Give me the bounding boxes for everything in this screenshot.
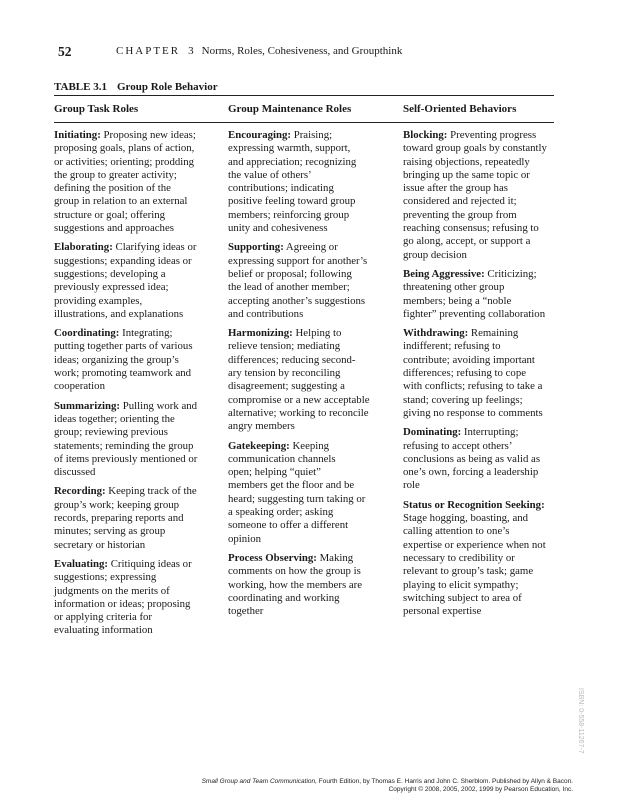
role-description-line: suggestions and approaches [54,222,174,235]
role-description-line: disagreement; suggesting a [228,380,345,393]
role-description-line: work; promoting teamwork and [54,367,192,380]
table-title [54,81,218,93]
role-description-line: and contributions [228,307,304,320]
role-description-line: a speaking order; asking [228,506,334,519]
footer-book-title: Small Group and Team Communication, [201,778,317,785]
role-description-line: Criticizing; [487,267,537,280]
role-description-line: suggestions; expanding ideas or [54,254,192,267]
role-description-line: Interrupting; [463,426,519,439]
role-description-line: discussed [54,466,96,479]
role-term: Recording: [54,485,106,498]
role-description-line: previously expressed idea; [54,281,169,294]
role-term: Dominating: [403,426,462,439]
role-entry [228,241,390,321]
role-description-line: information or ideas; proposing [54,597,191,610]
role-description-line: expressing support for another’s [228,254,368,267]
role-description-line: group’s work; keeping group [54,498,180,511]
role-description-line: alternative; working to reconcile [228,406,369,419]
role-description-line: Critiquing ideas or [110,557,192,570]
role-description-line: members; reinforcing group [228,208,350,221]
role-description-line: preventing the group from [403,208,517,221]
role-description-line: heard; suggesting turn taking or [228,492,366,505]
footer-copyright: Copyright © 2008, 2005, 2002, 1999 by Pearson Education, Inc. [388,786,573,793]
table-caption: Group Role Behavior [116,81,218,93]
role-description-line: records, preparing reports and [54,512,184,525]
role-description-line: indifferent; refusing to [403,340,501,353]
role-description-line: giving no response to comments [403,406,543,419]
role-description-line: working, how the members are [228,578,363,591]
role-description-line: group; reviewing previous [54,426,168,439]
role-description-line: the value of others’ [228,168,312,181]
role-description-line: group in relation to an external [54,195,188,208]
role-term: Harmonizing: [228,327,293,340]
role-description-line: differences; reducing second- [228,353,356,366]
role-term: Encouraging: [228,129,291,141]
running-header [58,44,577,60]
role-description-line: raising objections, repeatedly [403,155,530,168]
role-entry [403,426,556,492]
role-description-line: expertise or experience when not [403,538,546,551]
role-description-line: the group to greater activity; [54,168,177,181]
chapter-title: Norms, Roles, Cohesiveness, and Groupthink [201,45,403,57]
role-description-line: coordinating and working [228,591,340,604]
role-description-line: expressing warmth, support, [228,142,351,155]
role-description-line: ideas; organizing the group’s [54,353,179,366]
role-description-line: positive feeling toward group [228,195,356,208]
role-description-line: opinion [228,532,261,545]
column-heading-self-oriented: Self-Oriented Behaviors [403,103,517,115]
role-description-line: stand; covering up feelings; [403,393,523,406]
role-description-line: Remaining [470,327,519,340]
role-description-line: evaluating information [54,624,153,637]
role-description-line: playing to elicit sympathy; [403,578,519,591]
role-description-line: or applying criteria for [54,611,153,624]
role-description-line: open; helping “quiet” [228,466,321,479]
role-description-line: putting together parts of various [54,340,193,353]
role-description-line: Helping to [295,327,342,340]
role-entry [54,485,214,551]
role-description-line: Agreeing or [285,241,338,254]
role-description-line: illustrations, and explanations [54,307,184,320]
side-isbn: ISBN: 0-558-11267-7 [577,688,584,754]
role-description-line: one’s own, forcing a leadership [403,466,539,479]
role-description-line: accepting another’s suggestions [228,294,366,307]
role-description-line: Praising; [293,129,333,141]
role-description-line: secretary or historian [54,538,146,551]
role-term: Being Aggressive: [403,267,485,280]
role-description-line: belief or proposal; following [228,267,352,280]
role-description-line: suggestions; expressing [54,571,157,584]
role-term: Status or Recognition Seeking: [403,498,545,511]
table-label: TABLE 3.1 [54,81,107,93]
role-term: Withdrawing: [403,327,469,340]
role-description-line: Stage hogging, boasting, and [403,512,529,525]
role-description-line: fighter” preventing collaboration [403,307,546,320]
role-description-line: Preventing progress [450,129,537,141]
role-entry [54,241,214,321]
role-term: Summarizing: [54,399,120,412]
role-description-line: ideas together; orienting the [54,412,175,425]
column-maintenance-roles [228,129,390,624]
role-description-line: cooperation [54,380,105,393]
role-description-line: relevant to group’s task; game [403,565,534,578]
role-description-line: conclusions as being as valid as [403,452,541,465]
role-term: Process Observing: [228,551,317,564]
footer-publication-info: Fourth Edition, by Thomas E. Harris and John C. Sherblom. Published by Allyn & Bacon. [316,778,573,785]
role-description-line: defining the position of the [54,182,171,195]
role-entry [228,552,390,618]
role-description-line: Keeping track of the [108,485,197,498]
role-term: Supporting: [228,241,284,254]
role-entry [403,327,556,420]
role-description-line: minutes; serving as group [54,525,166,538]
role-description-line: together [228,605,264,618]
role-description-line: contributions; indicating [228,182,334,195]
role-description-line: suggestions; developing a [54,267,166,280]
role-description-line: providing examples, [54,294,143,307]
column-heading-task: Group Task Roles [54,103,139,115]
role-term: Gatekeeping: [228,439,290,452]
role-description-line: threatening other group [403,281,505,294]
chapter-heading [116,45,402,57]
role-description-line: members get the floor and be [228,479,355,492]
role-description-line: and appreciation; recognizing [228,155,357,168]
role-term: Initiating: [54,129,101,141]
role-description-line: calling attention to one’s [403,525,510,538]
role-description-line: with conflicts; refusing to take a [403,380,543,393]
role-description-line: the lead of another member; [228,281,350,294]
role-description-line: structure or goal; offering [54,208,166,221]
footer-line-1 [202,778,573,786]
role-description-line: personal expertise [403,605,482,618]
role-description-line: angry members [228,420,295,433]
role-description-line: unity and cohesiveness [228,222,328,235]
role-description-line: Proposing new ideas; [103,129,196,141]
role-description-line: toward group goals by constantly [403,142,547,155]
role-description-line: reaching consensus; refusing to [403,222,539,235]
role-description-line: role [403,479,420,492]
role-entry [54,400,214,480]
table-header-rule [54,122,554,123]
role-description-line: comments on how the group is [228,565,361,578]
role-term: Elaborating: [54,241,113,254]
role-term: Blocking: [403,129,448,141]
page-number: 52 [58,44,72,59]
role-description-line: relieve tension; mediating [228,340,341,353]
role-description-line: ary tension by reconciling [228,367,341,380]
role-description-line: someone to offer a different [228,519,349,532]
column-self-oriented-behaviors [403,129,556,624]
role-description-line: Making [319,551,354,564]
role-description-line: group decision [403,248,467,261]
role-description-line: Clarifying ideas or [115,241,197,254]
role-description-line: Pulling work and [122,399,198,412]
role-description-line: Keeping [292,439,330,452]
role-entry [228,129,390,235]
role-description-line: switching subject to area of [403,591,522,604]
role-description-line: members; being a “noble [403,294,512,307]
role-entry [403,268,556,321]
role-description-line: communication channels [228,452,336,465]
role-description-line: bringing up the same topic or [403,168,530,181]
role-term: Evaluating: [54,557,108,570]
chapter-label: CHAPTER [116,45,181,57]
role-description-line: contribute; avoiding important [403,353,535,366]
column-task-roles [54,129,214,644]
role-description-line: proposing goals, plans of action, [54,142,195,155]
role-description-line: issue after the group has [403,182,508,195]
role-description-line: judgments on the merits of [54,584,170,597]
role-description-line: considered and rejected it; [403,195,517,208]
column-heading-maintenance: Group Maintenance Roles [228,103,352,115]
role-description-line: refusing to accept others’ [403,439,513,452]
role-entry [403,129,556,262]
role-entry [228,327,390,433]
role-description-line: necessary to credibility or [403,551,515,564]
role-description-line: or activities; orienting; prodding [54,155,195,168]
role-description-line: statements; reminding the group [54,439,194,452]
role-term: Coordinating: [54,327,120,340]
role-entry [54,129,214,235]
chapter-number: 3 [188,45,194,57]
role-description-line: of items previously mentioned or [54,452,198,465]
role-description-line: Integrating; [122,327,173,340]
role-description-line: go along, accept, or support a [403,235,531,248]
role-entry [403,499,556,619]
table-top-rule [54,95,554,96]
role-description-line: compromise or a new acceptable [228,393,370,406]
role-description-line: differences; refusing to cope [403,367,527,380]
role-entry [54,558,214,638]
role-entry [228,440,390,546]
page-footer [202,778,573,794]
role-entry [54,327,214,393]
